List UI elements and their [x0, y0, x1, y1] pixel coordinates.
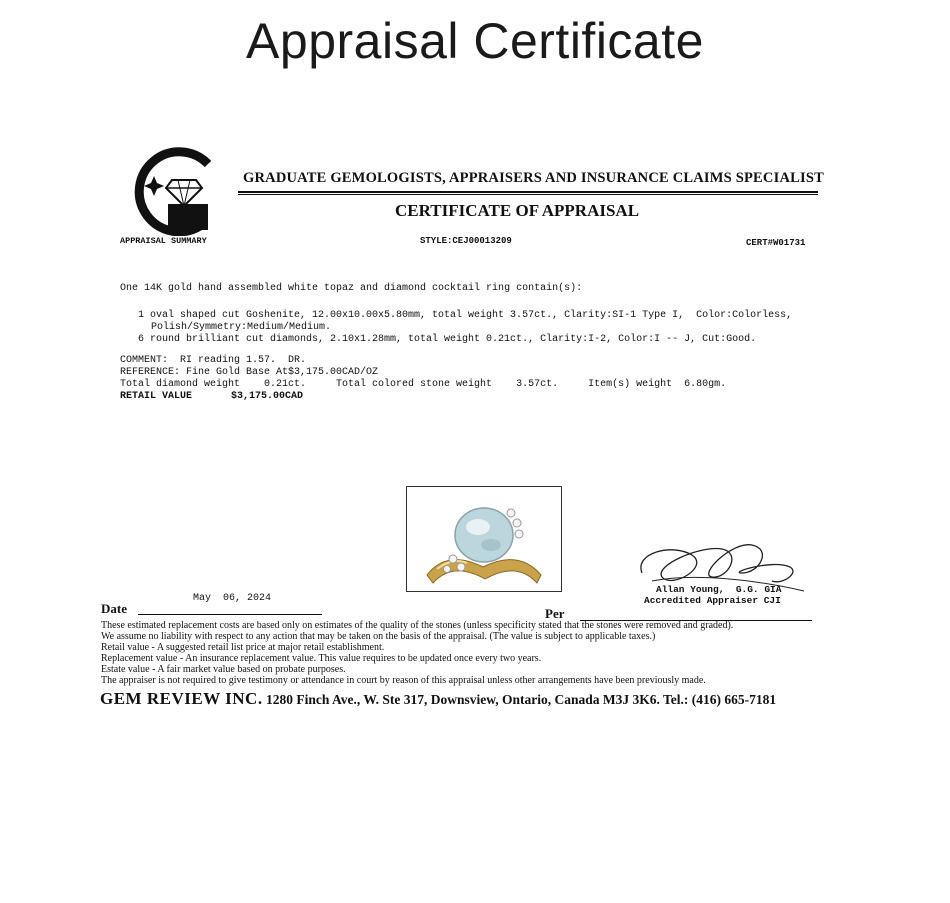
disclaimer-line: Estate value - A fair market value based on probate purposes. — [101, 664, 346, 675]
style-number: STYLE:CEJ00013209 — [420, 236, 512, 246]
disclaimer-line: We assume no liability with respect to any action that may be taken on the basis of the appraisal. (The value is subject to applicable taxes.) — [101, 631, 656, 642]
retail-value-label: RETAIL VALUE — [120, 391, 193, 402]
page-title: Appraisal Certificate — [246, 13, 704, 69]
ring-icon — [407, 487, 561, 591]
appraisal-summary-label: APPRAISAL SUMMARY — [120, 236, 207, 246]
per-label: Per — [545, 606, 565, 621]
company-footer — [100, 689, 776, 709]
cert-number: CERT#W01731 — [746, 238, 806, 248]
disclaimer-line: The appraiser is not required to give testimony or attendance in court by reason of this appraisal unless other arrangements have been previously made. — [101, 675, 706, 686]
certificate-title: CERTIFICATE OF APPRAISAL — [395, 201, 640, 220]
header-rule — [238, 191, 818, 193]
org-name: GRADUATE GEMOLOGISTS, APPRAISERS AND INSURANCE CLAIMS SPECIALIST — [243, 170, 824, 186]
item-description: One 14K gold hand assembled white topaz and diamond cocktail ring contain(s): — [120, 283, 583, 294]
comment: COMMENT: RI reading 1.57. DR. — [120, 355, 307, 366]
gem-logo-icon — [130, 146, 220, 236]
header-rule-thin — [238, 194, 818, 195]
appraiser-name: Allan Young, G.G. GIA — [656, 584, 782, 595]
date-label: Date — [101, 601, 127, 616]
disclaimer-line: These estimated replacement costs are based only on estimates of the quality of the stones (unless specificity stated that the stones were removed and graded). — [101, 620, 734, 631]
disclaimer-line: Retail value - A suggested retail list price at major retail establishment. — [101, 642, 385, 653]
item2-line1: 6 round brilliant cut diamonds, 2.10x1.28mm, total weight 0.21ct., Clarity:I-2, Color:I -- J, Cut:Good. — [138, 334, 757, 345]
ring-photo — [406, 486, 562, 592]
date-value: May 06, 2024 — [193, 593, 272, 604]
date-line — [138, 614, 322, 615]
totals: Total diamond weight 0.21ct. Total colored stone weight 3.57ct. Item(s) weight 6.80gm. — [120, 379, 727, 390]
reference: REFERENCE: Fine Gold Base At$3,175.00CAD/OZ — [120, 367, 379, 378]
disclaimer-line: Replacement value - An insurance replacement value. This value requires to be updated once every two years. — [101, 653, 542, 664]
company-address: 1280 Finch Ave., W. Ste 317, Downsview, Ontario, Canada M3J 3K6. Tel.: (416) 665-7181 — [262, 692, 777, 707]
company-name: GEM REVIEW INC. — [100, 689, 263, 708]
appraiser-title: Accredited Appraiser CJI — [644, 595, 781, 606]
retail-value: $3,175.00CAD — [231, 391, 304, 402]
item1-line2: Polish/Symmetry:Medium/Medium. — [151, 322, 332, 333]
item1-line1: 1 oval shaped cut Goshenite, 12.00x10.00x5.80mm, total weight 3.57ct., Clarity:SI-1 Type I, Color:Colorless, — [138, 310, 793, 321]
